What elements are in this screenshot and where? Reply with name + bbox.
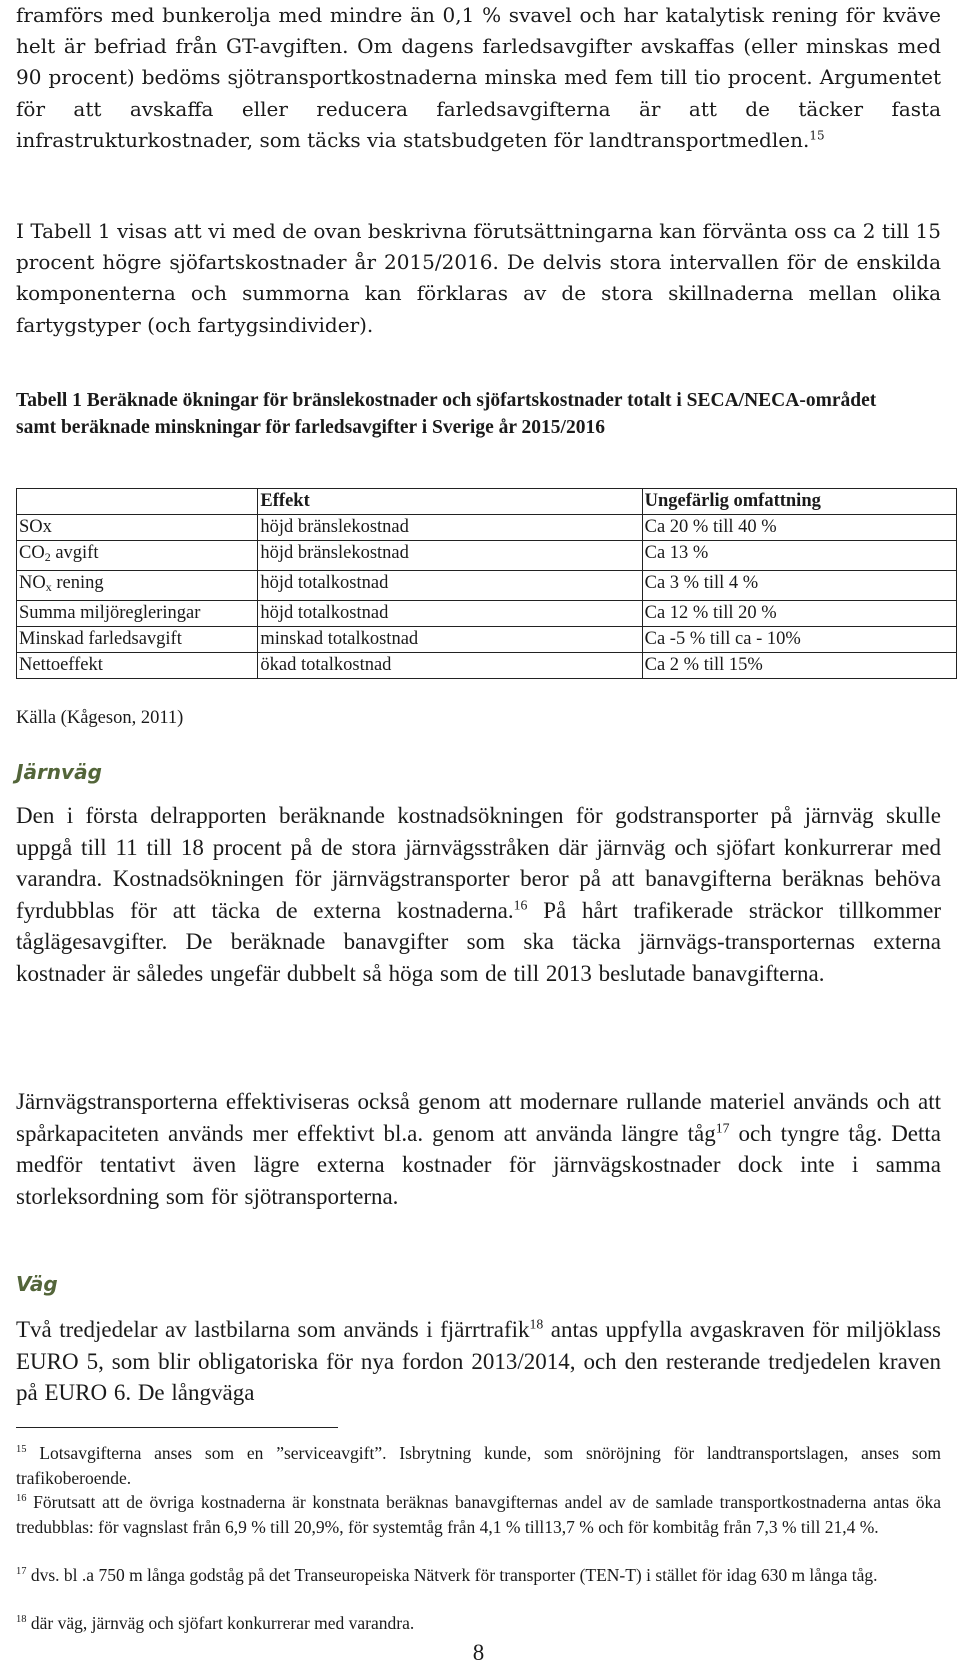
rail-p2-text: Järnvägstransporterna effektiviseras också genom att modernare rullande materiel används och att spårkapaciteten används mer effektivt bl.a. genom att använda längre tåg — [16, 1089, 941, 1146]
footnote-ref-15[interactable]: 15 — [809, 128, 825, 143]
intro-paragraph — [16, 0, 941, 156]
row-label: Nettoeffekt — [17, 653, 258, 679]
label-main: CO — [19, 543, 45, 563]
table-row — [17, 571, 957, 601]
row-label: SOx — [17, 515, 258, 541]
intro-text: framförs med bunkerolja med mindre än 0,1 % svavel och har katalytisk rening för kväve helt är befriad från GT-avgiften. Om dagens farledsavgifter avskaffas (eller minskas med 90 procent) bedöms sjötransportkostnaderna minska med fem till tio procent. Argumentet för att avskaffa eller reducera farledsavgifterna är att de täcker fasta infrastrukturkostnader, som täcks via statsbudgeten för landtransportmedlen. — [16, 3, 941, 152]
table-row — [17, 601, 957, 627]
row-range: Ca -5 % till ca - 10% — [642, 627, 956, 653]
row-range: Ca 20 % till 40 % — [642, 515, 956, 541]
footnote-ref-17[interactable]: 17 — [715, 1119, 730, 1135]
row-range: Ca 13 % — [642, 541, 956, 571]
footnote-number: 16 — [16, 1493, 27, 1505]
row-range: Ca 3 % till 4 % — [642, 571, 956, 601]
footnote-15 — [16, 1441, 941, 1490]
section-heading-rail: Järnväg — [16, 760, 102, 784]
road-p1-text-cont: antas uppfylla avgaskraven för miljöklass EURO 5, som blir obligatoriska för nya fordon 2013/2014, och den resterande tredjedelen kraven på EURO 6. De långväga — [16, 1317, 941, 1405]
row-label: Minskad farledsavgift — [17, 627, 258, 653]
footnote-divider — [16, 1427, 338, 1428]
road-p1-text: Två tredjedelar av lastbilarna som används i fjärrtrafik — [16, 1317, 530, 1342]
footnote-text: Förutsatt att de övriga kostnaderna är konstnata beräknas banavgifternas andel av de samlade transportkostnaderna antas öka tredubblas: för vagnslast från 6,9 % till 20,9%, för systemtåg från 4,1 % till13,7 % och för kombitåg från 7,3 % till 21,4 %. — [16, 1492, 941, 1537]
table-row — [17, 541, 957, 571]
table-row — [17, 653, 957, 679]
footnote-text: Lotsavgifterna anses som en ”serviceavgift”. Isbrytning kunde, som snöröjning för landtransportslagen, anses som trafikoberoende. — [16, 1443, 941, 1488]
table-header-empty — [17, 489, 258, 515]
table-header-range: Ungefärlig omfattning — [642, 489, 956, 515]
footnote-18 — [16, 1611, 941, 1636]
rail-p1-text-cont: På hårt trafikerade sträckor tillkommer tåglägesavgifter. De beräknade banavgifter som ska täcka järnvägs-transporternas externa kostnader är således ungefär dubbelt så höga som de till 2013 beslutade banavgifterna. — [16, 897, 942, 986]
table-row — [17, 515, 957, 541]
table-source: Källa (Kågeson, 2011) — [16, 708, 184, 728]
rail-paragraph-2 — [16, 1086, 941, 1212]
footnote-ref-18[interactable]: 18 — [529, 1316, 544, 1332]
label-subscript: x — [45, 580, 52, 594]
section-heading-road: Väg — [16, 1272, 58, 1296]
rail-paragraph-1 — [16, 800, 941, 989]
table-caption: Tabell 1 Beräknade ökningar för bränslekostnader och sjöfartskostnader totalt i SECA/NECA-området samt beräknade minskningar för farledsavgifter i Sverige år 2015/2016 — [16, 390, 877, 438]
cost-table — [16, 488, 957, 679]
row-label — [17, 541, 258, 571]
footnote-ref-16[interactable]: 16 — [513, 896, 528, 912]
label-rest: rening — [51, 573, 104, 593]
footnote-number: 17 — [16, 1566, 27, 1578]
footnote-text: dvs. bl .a 750 m långa godståg på det Transeuropeiska Nätverk för transporter (TEN-T) i stället för idag 630 m långa tåg. — [26, 1565, 878, 1585]
rail-p1-text: Den i första delrapporten beräknande kostnadsökningen för godstransporter på järnväg skulle uppgå till 11 till 18 procent på de stora järnvägsstråken där järnväg och sjöfart konkurrerar med varandra. Kostnadsökningen för järnvägstransporter beror på att banavgifterna beräknas behöva fyrdubblas för att täcka de externa kostnaderna. — [16, 803, 941, 923]
table-reference-paragraph: I Tabell 1 visas att vi med de ovan beskrivna förutsättningarna kan förvänta oss ca 2 till 15 procent högre sjöfartskostnader år 2015/2016. De delvis stora intervallen för de enskilda komponenterna och summorna kan förklaras av de stora skillnaderna mellan olika fartygstyper (och fartygsindivider). — [16, 219, 941, 337]
footnote-number: 18 — [16, 1614, 27, 1626]
footnote-17 — [16, 1563, 941, 1588]
row-effect: höjd totalkostnad — [258, 601, 642, 627]
row-effect: höjd bränslekostnad — [258, 515, 642, 541]
label-main: NO — [19, 573, 46, 593]
row-effect: minskad totalkostnad — [258, 627, 642, 653]
footnote-text: där väg, järnväg och sjöfart konkurrerar med varandra. — [26, 1613, 415, 1633]
label-rest: avgift — [50, 543, 99, 563]
label-subscript: 2 — [44, 550, 51, 564]
footnote-number: 15 — [16, 1444, 27, 1456]
row-label — [17, 571, 258, 601]
row-range: Ca 2 % till 15% — [642, 653, 956, 679]
table-row — [17, 627, 957, 653]
table-header-effect: Effekt — [258, 489, 642, 515]
footnote-16 — [16, 1490, 941, 1539]
row-label: Summa miljöregleringar — [17, 601, 258, 627]
page-number: 8 — [472, 1640, 485, 1665]
row-range: Ca 12 % till 20 % — [642, 601, 956, 627]
row-effect: höjd bränslekostnad — [258, 541, 642, 571]
road-paragraph-1 — [16, 1314, 941, 1409]
table-header-row — [17, 489, 957, 515]
row-effect: höjd totalkostnad — [258, 571, 642, 601]
row-effect: ökad totalkostnad — [258, 653, 642, 679]
rail-p2-text-cont: och tyngre tåg. Detta medför tentativt även lägre externa kostnader för järnvägskostnader dock inte i samma storleksordning som för sjötransporterna. — [16, 1120, 941, 1209]
